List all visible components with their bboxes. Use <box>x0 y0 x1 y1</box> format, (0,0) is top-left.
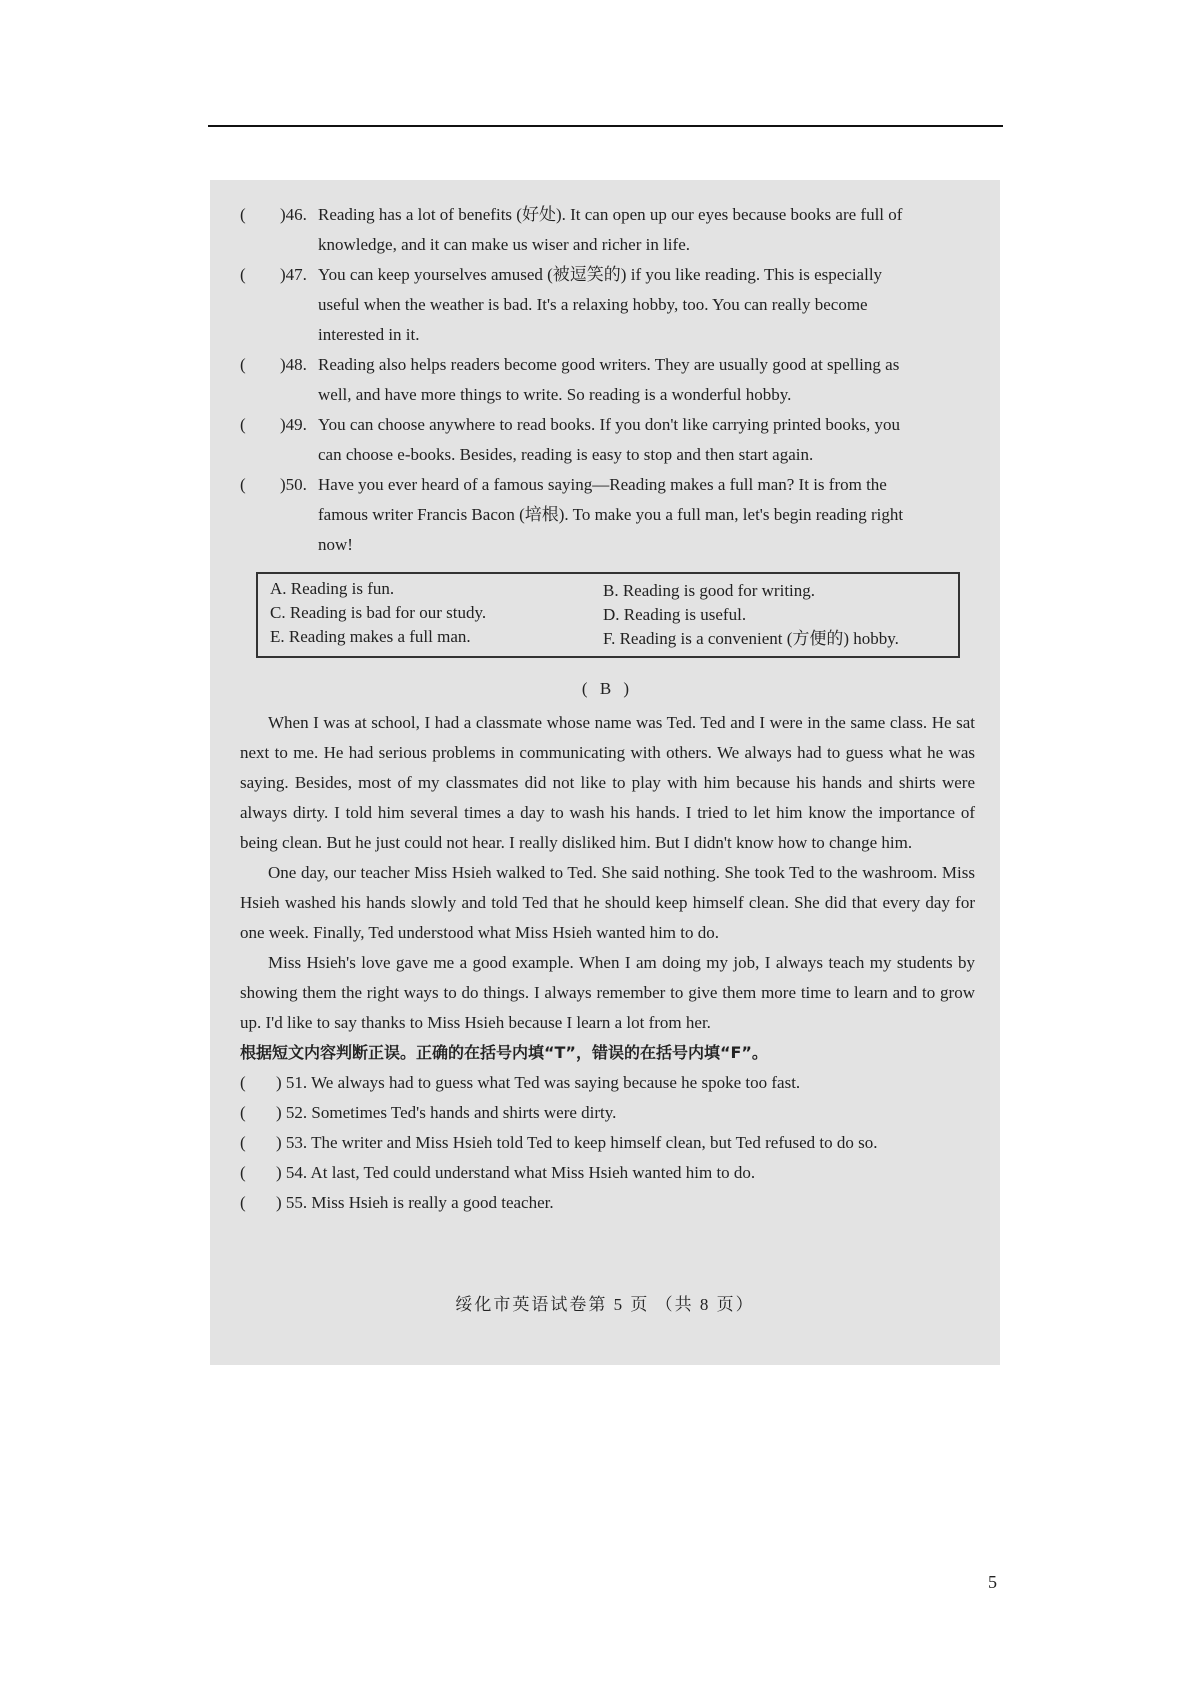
question-text: ) 53. The writer and Miss Hsieh told Ted to keep himself clean, but Ted refused to do so. <box>276 1133 878 1152</box>
scanned-exam-page <box>210 180 1000 1365</box>
answer-bracket[interactable]: ( <box>240 415 246 434</box>
question-51 <box>240 1068 975 1098</box>
question-line: knowledge, and it can make us wiser and richer in life. <box>318 235 690 254</box>
answer-bracket[interactable]: ( <box>240 1073 246 1092</box>
answer-bracket[interactable]: ( <box>240 1193 246 1212</box>
option-d: D. Reading is useful. <box>603 605 747 624</box>
question-line: can choose e-books. Besides, reading is easy to stop and then start again. <box>318 445 814 464</box>
question-50 <box>240 470 975 560</box>
question-text: ) 51. We always had to guess what Ted was saying because he spoke too fast. <box>276 1073 801 1092</box>
question-46 <box>240 200 975 260</box>
answer-bracket[interactable]: ( <box>240 265 246 284</box>
question-48 <box>240 350 975 410</box>
question-line: now! <box>318 535 353 554</box>
option-b: B. Reading is good for writing. <box>603 581 816 600</box>
question-number: )50. <box>280 475 307 494</box>
question-number: )47. <box>280 265 307 284</box>
question-49 <box>240 410 975 470</box>
question-line: Reading also helps readers become good writers. They are usually good at spelling as <box>318 355 900 374</box>
question-line: well, and have more things to write. So reading is a wonderful hobby. <box>318 385 792 404</box>
question-55 <box>240 1188 975 1218</box>
question-line: useful when the weather is bad. It's a relaxing hobby, too. You can really become <box>318 295 868 314</box>
page-footer: 绥化市英语试卷第 5 页 （共 8 页） <box>455 1295 755 1314</box>
question-text: ) 55. Miss Hsieh is really a good teacher. <box>276 1193 554 1212</box>
question-line: You can keep yourselves amused (被逗笑的) if you like reading. This is especially <box>318 265 883 284</box>
question-number: )48. <box>280 355 307 374</box>
instruction: 根据短文内容判断正误。正确的在括号内填“T”，错误的在括号内填“F”。 <box>240 1043 768 1062</box>
exam-content <box>240 200 975 1218</box>
question-line: Have you ever heard of a famous saying—Reading makes a full man? It is from the <box>318 475 887 494</box>
passage-paragraph: One day, our teacher Miss Hsieh walked to Ted. She said nothing. She took Ted to the washroom. Miss Hsieh washed his hands slowly and told Ted that he should keep himself clean. She did that every day for one week. Finally, Ted understood what Miss Hsieh wanted him to do. <box>240 863 975 942</box>
option-f: F. Reading is a convenient (方便的) hobby. <box>603 629 899 648</box>
answer-bracket[interactable]: ( <box>240 475 246 494</box>
page-number: 5 <box>988 1572 997 1592</box>
option-e: E. Reading makes a full man. <box>270 627 471 646</box>
question-number: )49. <box>280 415 307 434</box>
option-c: C. Reading is bad for our study. <box>270 603 487 622</box>
section-b-label: ( B ) <box>581 679 634 698</box>
answer-bracket[interactable]: ( <box>240 1163 246 1182</box>
question-47 <box>240 260 975 350</box>
question-line: You can choose anywhere to read books. If you don't like carrying printed books, you <box>318 415 901 434</box>
answer-bracket[interactable]: ( <box>240 1133 246 1152</box>
question-52 <box>240 1098 975 1128</box>
top-rule <box>208 125 1003 127</box>
answer-bracket[interactable]: ( <box>240 355 246 374</box>
option-a: A. Reading is fun. <box>270 579 395 598</box>
question-54 <box>240 1158 975 1188</box>
answer-bracket[interactable]: ( <box>240 1103 246 1122</box>
question-text: ) 52. Sometimes Ted's hands and shirts were dirty. <box>276 1103 617 1122</box>
question-line: interested in it. <box>318 325 420 344</box>
passage-paragraph: When I was at school, I had a classmate whose name was Ted. Ted and I were in the same class. He sat next to me. He had serious problems in communicating with others. We always had to guess what he was saying. Besides, most of my classmates did not like to play with him because his hands and shirts were always dirty. I told him several times a day to wash his hands. I tried to let him know the importance of being clean. But he just could not hear. I really disliked him. But I didn't know how to change him. <box>240 713 975 852</box>
question-number: )46. <box>280 205 307 224</box>
question-text: ) 54. At last, Ted could understand what Miss Hsieh wanted him to do. <box>276 1163 756 1182</box>
question-line: famous writer Francis Bacon (培根). To make you a full man, let's begin reading right <box>318 505 904 524</box>
answer-bracket[interactable]: ( <box>240 205 246 224</box>
question-line: Reading has a lot of benefits (好处). It can open up our eyes because books are full of <box>318 205 903 224</box>
question-53 <box>240 1128 975 1158</box>
passage-paragraph: Miss Hsieh's love gave me a good example. When I am doing my job, I always teach my students by showing them the right ways to do things. I always remember to give them more time to learn and to grow up. I'd like to say thanks to Miss Hsieh because I learn a lot from her. <box>240 953 975 1032</box>
options-box <box>256 572 960 658</box>
